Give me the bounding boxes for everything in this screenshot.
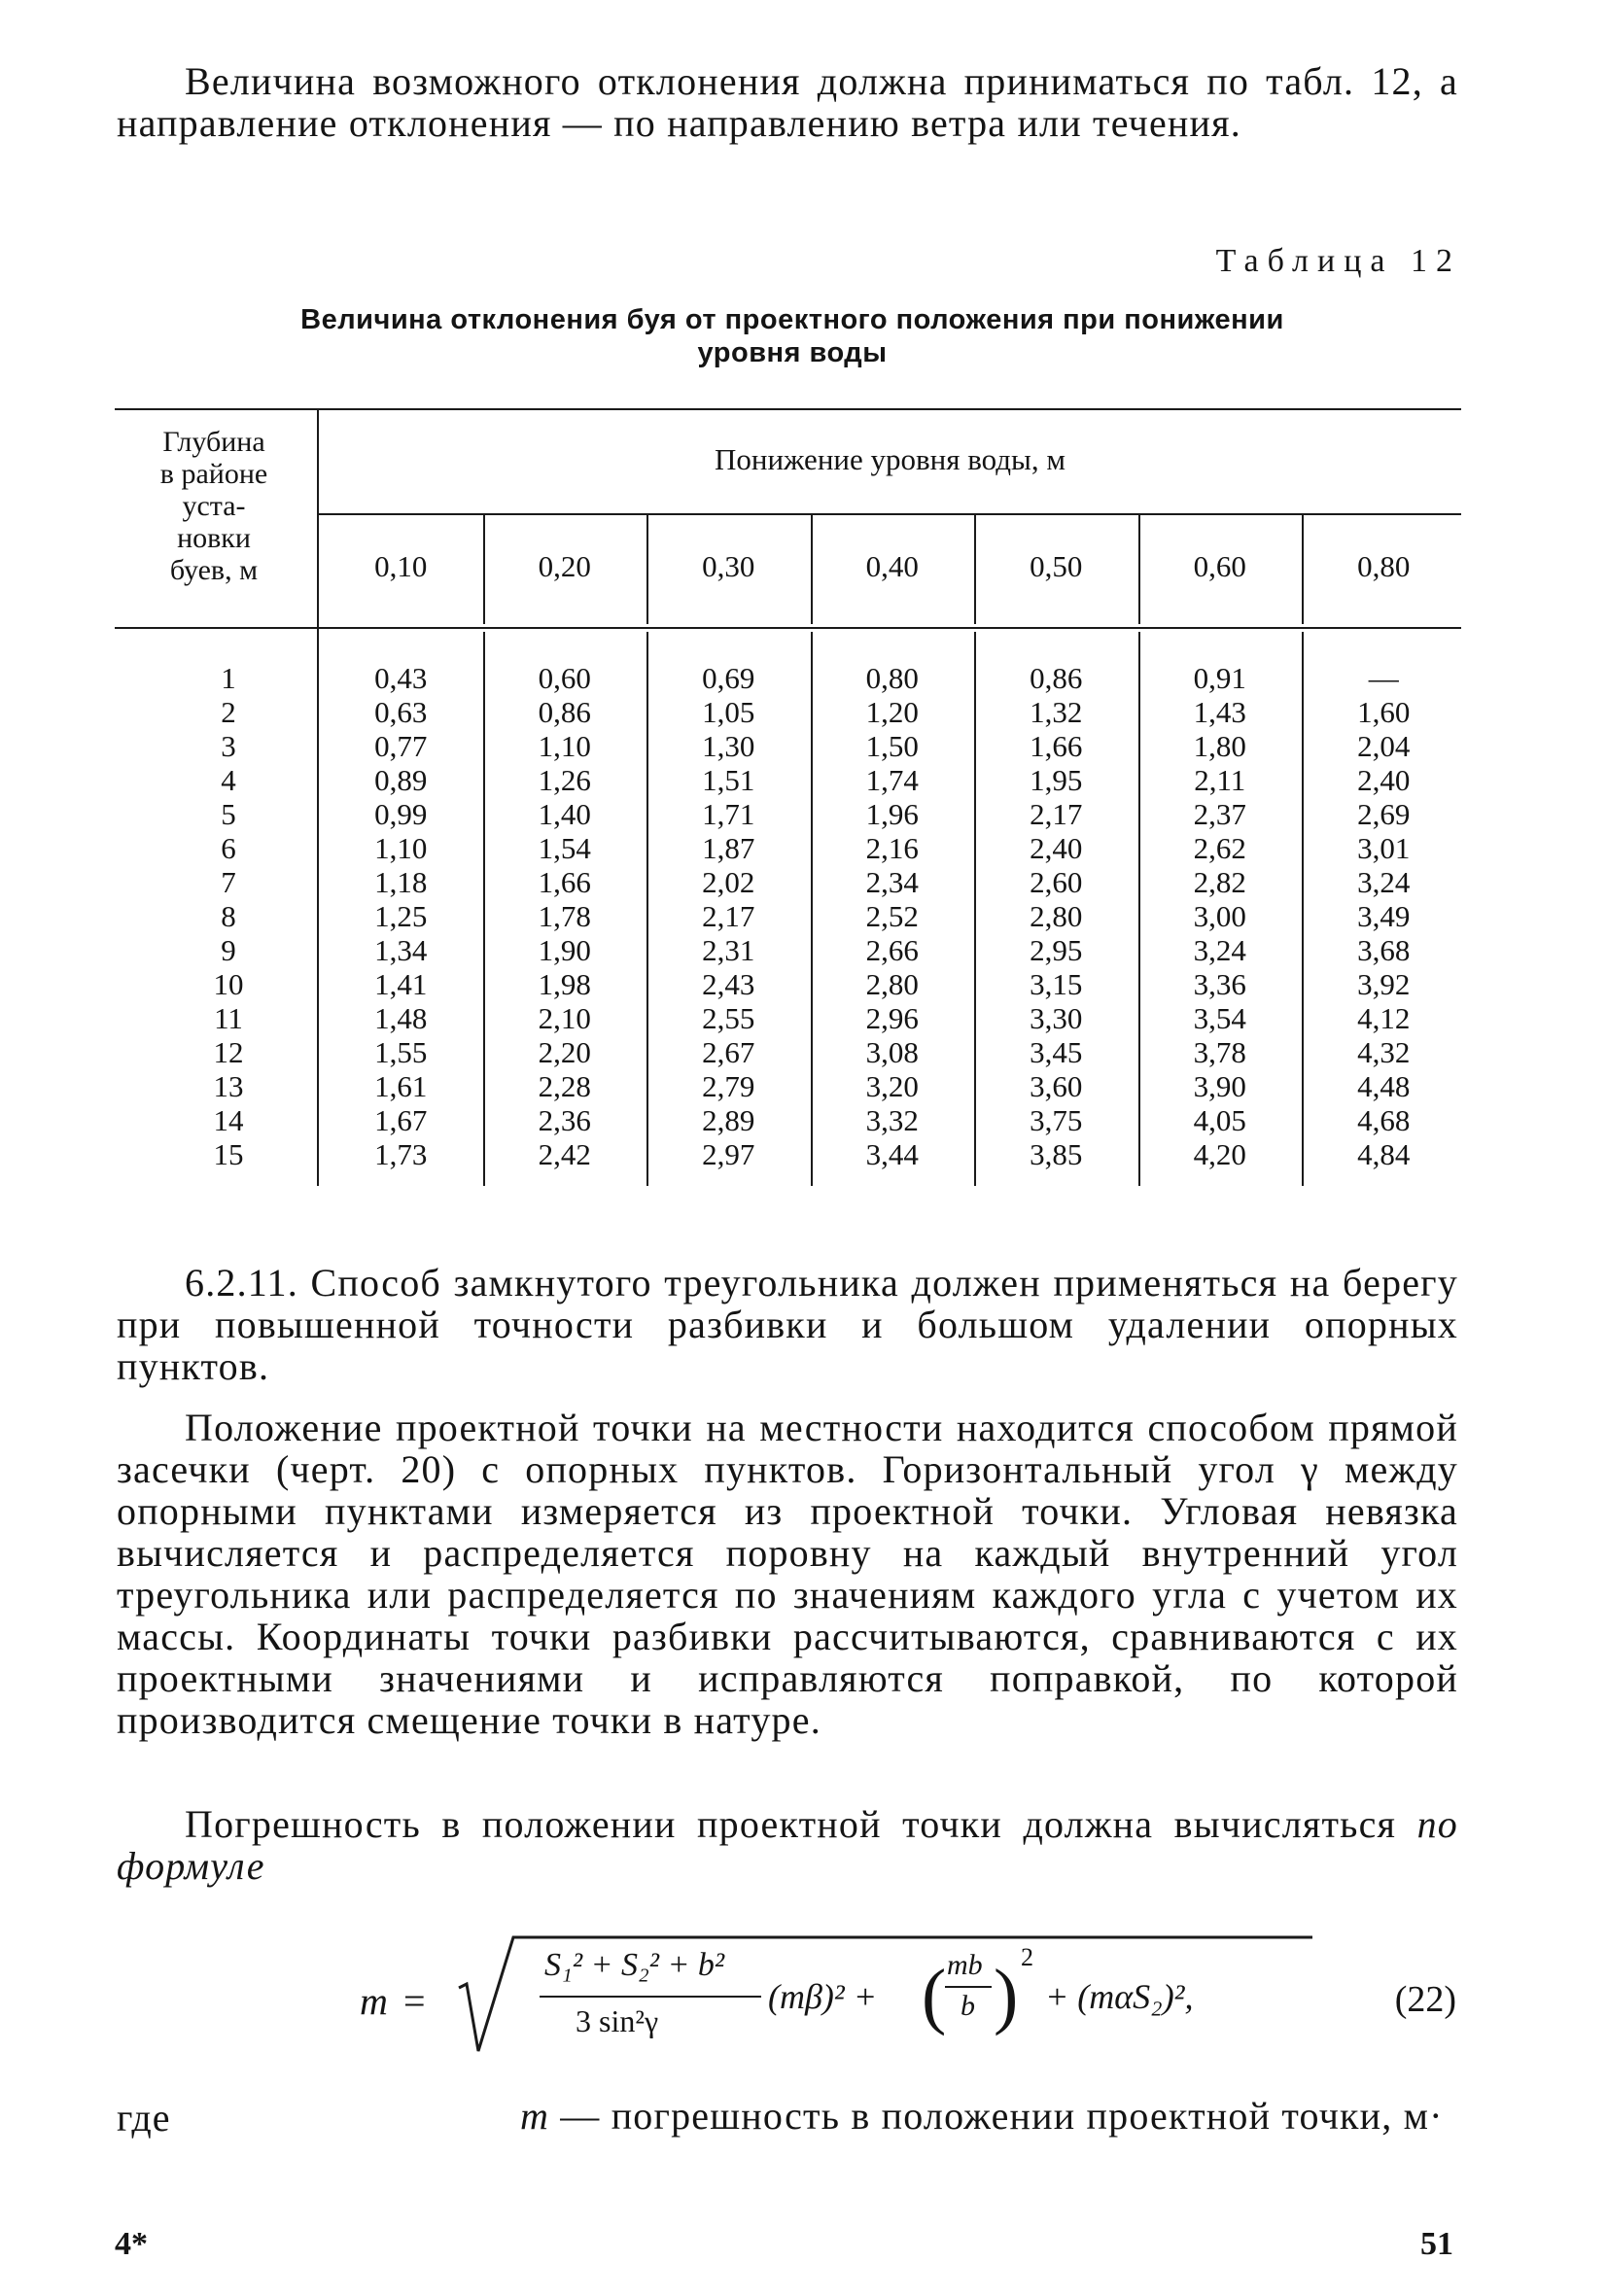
table-cell: 3,90 [1193,1069,1246,1103]
definition-symbol: m [520,2094,550,2138]
table-cell: 4,32 [1357,1035,1411,1069]
column-header: 0,50 [1030,549,1083,583]
table-cell: 2,80 [1030,899,1083,933]
table-cell: 3,01 [1357,831,1411,865]
formula-term-alpha: + (mαS₂)², [1045,1977,1194,2016]
formula-mb: mb [947,1949,983,1981]
table-cell: 4,05 [1193,1103,1246,1137]
depth-header-line: Глубина [162,426,265,458]
depth-cell: 13 [213,1069,244,1103]
table-cell: 0,43 [374,661,428,695]
column-header: 0,30 [702,549,755,583]
table-cell: 1,26 [538,763,591,797]
where-label: где [117,2096,171,2139]
table-cell: 2,42 [538,1137,591,1171]
table-cell: 4,48 [1357,1069,1411,1103]
table-cell: 2,66 [865,933,919,967]
table-cell: 1,71 [702,797,755,831]
formula-mb-bar [945,1986,992,1988]
table-cell: 2,62 [1193,831,1246,865]
table-cell: 2,55 [702,1001,755,1035]
formula-term-beta: (mβ)² + [768,1977,877,2016]
table-cell: 1,54 [538,831,591,865]
table-cell: 3,45 [1030,1035,1083,1069]
table-cell: 1,10 [538,729,591,763]
table-cell: 1,51 [702,763,755,797]
table-cell: 1,87 [702,831,755,865]
table-cell: 1,40 [538,797,591,831]
table-cell: 3,36 [1193,967,1246,1001]
column-header: 0,20 [538,549,591,583]
formula-paren-close: ) [994,1955,1019,2036]
table-cell: 2,20 [538,1035,591,1069]
table-cell: 1,67 [374,1103,428,1137]
table-cell: 1,48 [374,1001,428,1035]
table-cell: 1,41 [374,967,428,1001]
table-cell: 1,25 [374,899,428,933]
table-cell: 3,78 [1193,1035,1246,1069]
depth-cell: 2 [221,695,236,729]
formula-exponent: 2 [1021,1943,1033,1971]
table-label: Таблица 12 [1215,243,1461,279]
table-cell: 2,67 [702,1035,755,1069]
table-cell: 3,68 [1357,933,1411,967]
table-title: Величина отклонения буя от проектного положения при понижении уровня воды [300,304,1284,368]
table-cell: 0,60 [538,661,591,695]
position-paragraph: Положение проектной точки на местности находится способом прямой засечки (черт. 20) с опорных пунктов. Горизонтальный угол γ между опорными пунктами измеряется из проектной точки. Угловая невязка вычисляется и распределяется поровну на каждый внутренний угол треугольника или распределяется по значениям каждого угла с учетом их массы. Координаты точки разбивки рассчитываются, сравниваются с их проектными значениями и исправляются поправкой, по которой производится смещение точки в натуре. [117,1406,1458,1742]
value-column [646,661,811,1171]
table-cell: 1,80 [1193,729,1246,763]
table-cell: 3,24 [1357,865,1411,899]
equation-number: (22) [1394,1979,1456,2020]
table-cell: 1,10 [374,831,428,865]
depth-cell: 9 [221,933,236,967]
table-cell: 3,60 [1030,1069,1083,1103]
table-cell: 3,49 [1357,899,1411,933]
table-cell: 0,99 [374,797,428,831]
table-cell: 2,40 [1030,831,1083,865]
depth-cell: 12 [213,1035,244,1069]
formula-denominator: 3 sin²γ [576,2003,659,2038]
table-cell: 1,78 [538,899,591,933]
table-cell: 2,31 [702,933,755,967]
depth-header-line: новки [177,522,251,554]
table-cell: 4,68 [1357,1103,1411,1137]
table-cell: 1,43 [1193,695,1246,729]
table-cell: 0,80 [865,661,919,695]
table-cell: 1,32 [1030,695,1083,729]
depth-cell: 6 [221,831,236,865]
section-6-2-11-paragraph: 6.2.11. Способ замкнутого треугольника должен применяться на берегу при повышенной точности разбивки и большом удалении опорных пунктов. [117,1261,1458,1388]
depth-header-line: буев, м [169,554,259,586]
table-cell: 3,24 [1193,933,1246,967]
table-cell: 3,08 [865,1035,919,1069]
table-cell: 0,86 [538,695,591,729]
depth-cell: 3 [221,729,236,763]
table-cell: 1,20 [865,695,919,729]
table-cell: 2,95 [1030,933,1083,967]
table-cell: 1,95 [1030,763,1083,797]
table-cell: 3,44 [865,1137,919,1171]
table-cell: 1,05 [702,695,755,729]
table-cell: 3,75 [1030,1103,1083,1137]
table-cell: 0,77 [374,729,428,763]
table-cell: 1,66 [1030,729,1083,763]
table-cell: 0,91 [1193,661,1246,695]
table-cell: 1,90 [538,933,591,967]
table-cell: 1,74 [865,763,919,797]
error-paragraph: Погрешность в положении проектной точки должна вычисляться по формуле [117,1802,1459,1888]
table-cell: 2,69 [1357,797,1411,831]
table-cell: 2,52 [865,899,919,933]
signature-mark: 4* [115,2226,148,2262]
table-cell: 2,79 [702,1069,755,1103]
table-cell: 2,96 [865,1001,919,1035]
table-cell: 2,80 [865,967,919,1001]
table-cell: 2,40 [1357,763,1411,797]
depth-cell: 4 [221,763,236,797]
table-cell: 2,02 [702,865,755,899]
table-cell: 1,50 [865,729,919,763]
table-cell: 1,73 [374,1137,428,1171]
formula-fraction-bar [540,1996,761,1998]
table-cell: 1,61 [374,1069,428,1103]
table-cell: 3,85 [1030,1137,1083,1171]
formula-22 [350,1930,1283,2066]
level-drop-header: Понижение уровня воды, м [714,442,1066,476]
table-cell: 2,17 [1030,797,1083,831]
table-cell: 1,30 [702,729,755,763]
table-cell: 4,12 [1357,1001,1411,1035]
table-cell: 0,86 [1030,661,1083,695]
value-column [974,661,1138,1171]
table-cell: 0,69 [702,661,755,695]
table-cell: 2,28 [538,1069,591,1103]
table-cell: 1,66 [538,865,591,899]
table-cell: 3,15 [1030,967,1083,1001]
table-cell: 1,98 [538,967,591,1001]
depth-cell: 11 [214,1001,243,1035]
table-cell: 2,89 [702,1103,755,1137]
column-header: 0,80 [1357,549,1411,583]
table-cell: 2,04 [1357,729,1411,763]
formula-lead-italic: по формуле [117,1802,1459,1888]
value-column [1138,661,1303,1171]
table-cell: 1,60 [1357,695,1411,729]
table-cell: 2,43 [702,967,755,1001]
symbol-definition [520,2095,1458,2137]
table-cell: 3,92 [1357,967,1411,1001]
table-cell: 2,60 [1030,865,1083,899]
table-cell: 0,63 [374,695,428,729]
table-cell: 4,84 [1357,1137,1411,1171]
depth-cell: 8 [221,899,236,933]
value-column [1302,661,1466,1171]
depth-cell: 14 [213,1103,244,1137]
depth-column [175,661,282,1171]
value-column [319,661,483,1171]
value-column [811,661,975,1171]
table-cell: 1,18 [374,865,428,899]
formula-paren-open: ( [922,1955,947,2036]
intro-paragraph: Величина возможного отклонения должна приниматься по табл. 12, а направление отклонения — по направлению ветра или течения. [117,59,1458,145]
formula-b: b [961,1990,975,2022]
column-header: 0,60 [1193,549,1246,583]
table-cell: 2,10 [538,1001,591,1035]
formula-equals: = [403,1979,426,2023]
table-cell: 2,82 [1193,865,1246,899]
table-cell: 3,54 [1193,1001,1246,1035]
table-cell: 2,36 [538,1103,591,1137]
depth-column-header [117,426,311,586]
table-cell: 4,20 [1193,1137,1246,1171]
table-cell: — [1368,661,1399,695]
table-cell: 3,32 [865,1103,919,1137]
table-cell: 2,37 [1193,797,1246,831]
depth-cell: 10 [213,967,244,1001]
depth-cell: 15 [213,1137,244,1171]
table-cell: 0,89 [374,763,428,797]
depth-header-line: в районе [159,458,268,490]
column-header: 0,10 [374,549,428,583]
formula-lhs: m [360,1979,388,2023]
table-cell: 1,96 [865,797,919,831]
table-cell: 2,16 [865,831,919,865]
formula-numerator: S₁² + S₂² + b² [544,1947,725,1983]
table-cell: 3,20 [865,1069,919,1103]
table-cell: 2,11 [1194,763,1246,797]
definition-text: — погрешность в положении проектной точки, м· [549,2094,1444,2138]
table-cell: 2,97 [702,1137,755,1171]
depth-cell: 1 [221,661,236,695]
value-column [483,661,647,1171]
table-cell: 3,00 [1193,899,1246,933]
table-cell: 2,17 [702,899,755,933]
page-number: 51 [1420,2226,1453,2262]
table-cell: 3,30 [1030,1001,1083,1035]
table-cell: 1,55 [374,1035,428,1069]
column-header: 0,40 [865,549,919,583]
table-cell: 2,34 [865,865,919,899]
depth-cell: 7 [221,865,236,899]
depth-header-line: уста- [182,490,246,522]
depth-cell: 5 [221,797,236,831]
table-cell: 1,34 [374,933,428,967]
